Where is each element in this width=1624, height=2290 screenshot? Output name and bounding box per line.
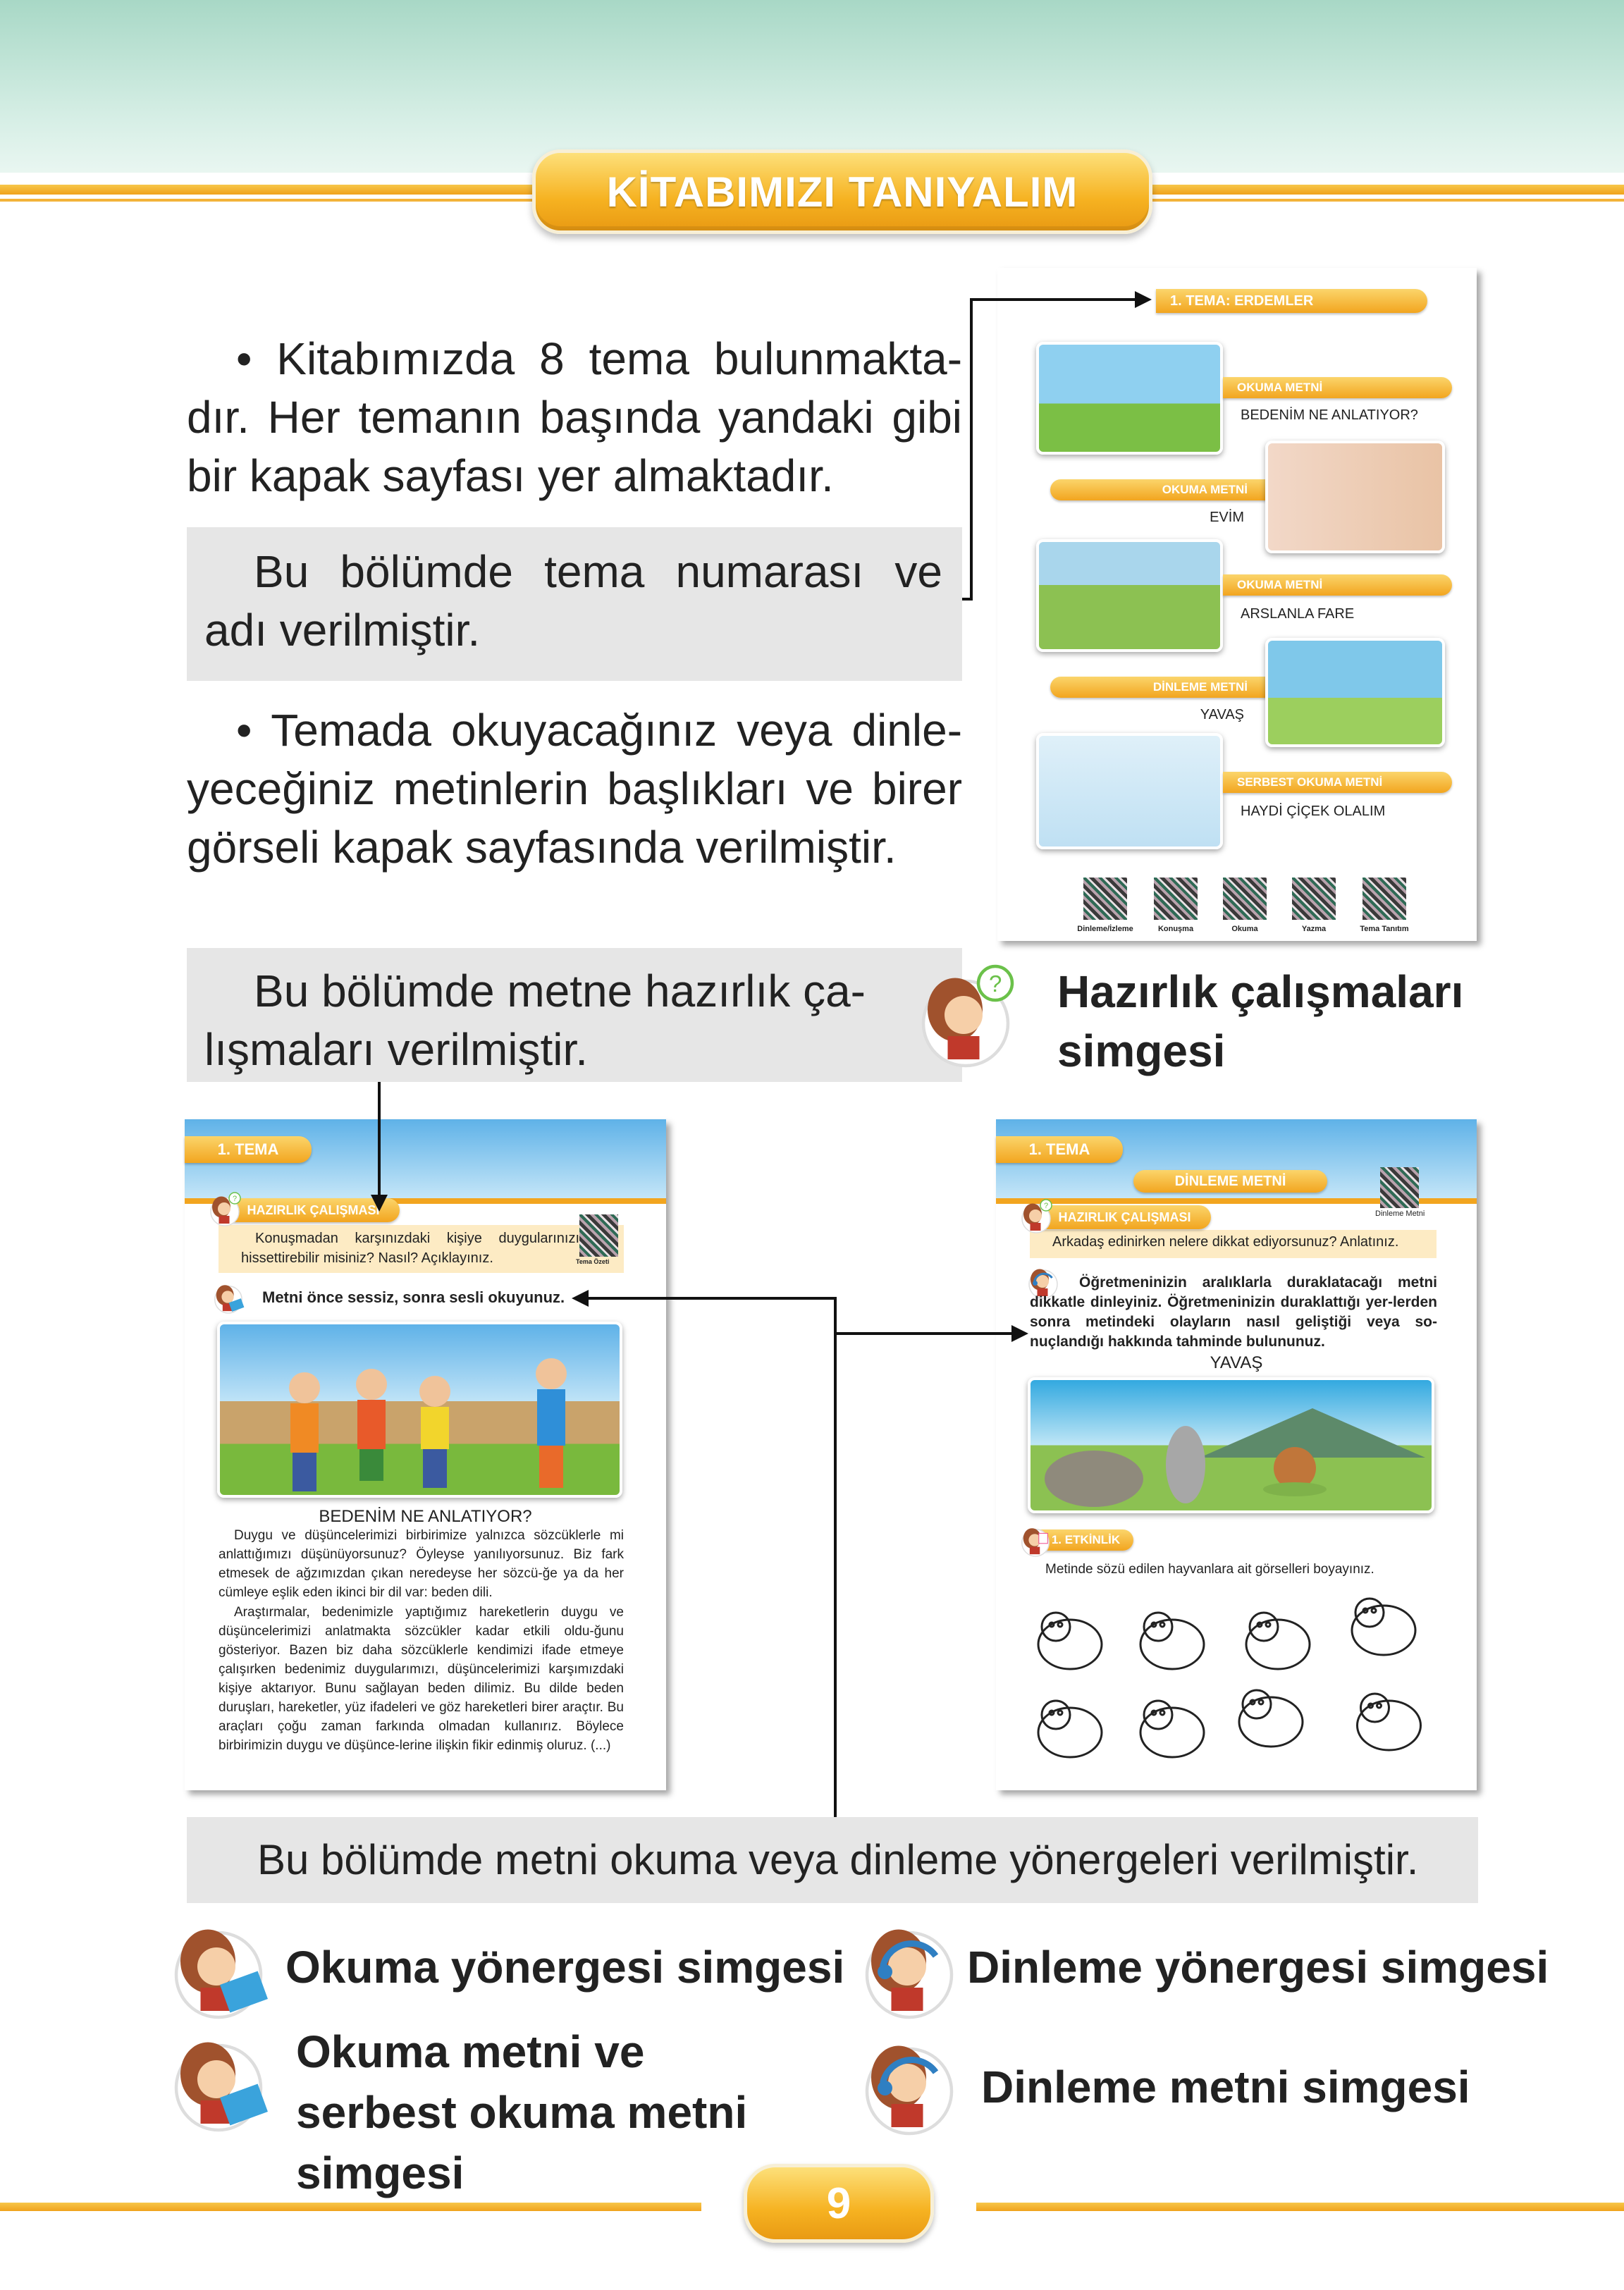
- info-box-instructions: Bu bölümde metni okuma veya dinleme yönergeleri verilmiştir.: [187, 1817, 1478, 1903]
- qr-label: Dinleme/İzleme: [1077, 925, 1133, 933]
- theme-header-banner: 1. TEMA: ERDEMLER: [1156, 289, 1427, 313]
- theme-banner: 1. TEMA: [185, 1136, 312, 1163]
- reading-instruction: Metni önce sessiz, sonra sesli okuyunuz.: [262, 1288, 565, 1306]
- cover-item-2-title: EVİM: [1210, 510, 1244, 525]
- preparation-banner: HAZIRLIK ÇALIŞMASI: [1038, 1205, 1211, 1229]
- listening-instruction-label: Dinleme yönergesi simgesi: [967, 1942, 1549, 1993]
- text-title: YAVAŞ: [1210, 1353, 1263, 1372]
- qr-label: Yazma: [1301, 925, 1327, 933]
- svg-text:?: ?: [1044, 1202, 1049, 1210]
- svg-text:?: ?: [233, 1195, 238, 1203]
- preparation-symbol-label: Hazırlık çalışmaları simgesi: [1057, 966, 1464, 1076]
- qr-label: Tema Tanıtım: [1360, 925, 1409, 933]
- listening-instruction: Öğretmeninizin aralıklarla duraklatacağı metni dikkatle dinleyiniz. Öğretmeninizin duraklattığı yer-lerden sonra metindeki olayların nasıl geliştiği veya so-nuçlandığı hakkında tahminde bulununuz.: [1030, 1274, 1437, 1350]
- cover-item-2-type: OKUMA METNİ: [1050, 479, 1269, 500]
- listening-text-label: Dinleme metni simgesi: [981, 2062, 1470, 2112]
- divider: [0, 2203, 701, 2211]
- cover-item-1-type: OKUMA METNİ: [1223, 377, 1452, 398]
- activity-banner: 1. ETKİNLİK: [1038, 1529, 1133, 1551]
- reading-text-label: Okuma metni ve serbest okuma metni simgesi: [296, 2026, 748, 2198]
- qr-label: Konuşma: [1157, 925, 1194, 933]
- cover-item-3-type: OKUMA METNİ: [1223, 574, 1452, 596]
- activity-text: Metinde sözü edilen hayvanlara ait görselleri boyayınız.: [1045, 1562, 1374, 1577]
- listening-text-icon: [856, 2030, 962, 2136]
- info-box-theme: Bu bölümde tema numarası ve adı verilmiştir.: [187, 527, 962, 681]
- preparation-banner: HAZIRLIK ÇALIŞMASI: [227, 1198, 400, 1222]
- qr-label: Dinleme Metni: [1375, 1209, 1425, 1218]
- reading-instruction-icon: [162, 1914, 275, 2019]
- preparation-text: Konuşmadan karşınızdaki kişiye duygularınızı hissettirebilir misiniz? Nasıl? Açıklayınız.: [241, 1231, 579, 1266]
- divider: [976, 2203, 1624, 2211]
- qr-label: Okuma: [1231, 925, 1258, 933]
- page-title: KİTABIMIZI TANIYALIM: [532, 149, 1152, 234]
- svg-text:?: ?: [989, 971, 1002, 997]
- cover-item-5-title: HAYDİ ÇİÇEK OLALIM: [1241, 804, 1386, 819]
- bullet-text-1: • Kitabımızda 8 tema bulunmakta-dır. Her temanın başında yandaki gibi bir kapak sayfası yer almaktadır.: [187, 333, 962, 501]
- qr-label: Tema Özeti: [576, 1258, 610, 1265]
- reading-text-icon: [162, 2026, 275, 2132]
- preparation-text: Arkadaş edinirken nelere dikkat ediyorsunuz? Anlatınız.: [1052, 1234, 1399, 1250]
- text-paragraph: Araştırmalar, bedenimizle yaptığımız hareketlerin duygu ve düşüncelerimizi anlatmakta sözcükler kadar etkili oldu-ğunu gösteriyor. Bazen biz daha sözcüklerle kendimizi ifade etmeye çalışırken bedenimiz duygularımızı, düşüncelerimizi karşımızdaki kişiye aktarıyor. Bunu sağlayan beden dilimiz. Bu dilde beden duruşları, hareketler, yüz ifadeleri ve göz hareketleri birer araçtır. Bu araçları çoğu zaman farkında olmadan kullanırız. Böylece birbirimizin duygu ve düşünce-lerine ilişkin fikir edinmiş oluruz. (...): [219, 1605, 624, 1753]
- cover-item-1-title: BEDENİM NE ANLATIYOR?: [1241, 407, 1418, 423]
- listening-instruction-icon: [856, 1914, 962, 2019]
- page-number: 9: [744, 2164, 934, 2243]
- cover-item-4-title: YAVAŞ: [1200, 707, 1244, 722]
- section-banner: DİNLEME METNİ: [1133, 1170, 1327, 1193]
- info-box-preparation: Bu bölümde metne hazırlık ça-lışmaları verilmiştir.: [187, 948, 962, 1082]
- text-title: BEDENİM NE ANLATIYOR?: [319, 1507, 532, 1526]
- cover-item-4-type: DİNLEME METNİ: [1050, 677, 1269, 698]
- reading-instruction-label: Okuma yönergesi simgesi: [285, 1942, 845, 1993]
- text-paragraph: Duygu ve düşüncelerimizi birbirimize yalnızca sözcüklerle mi anlattığımızı düşünüyorsunuz? Öyleyse yanılıyorsunuz. Biz fark etmesek de ağzımızdan çıkan neredeyse her sözcü-ğe ya da her cümleye eşlik eden ikinci bir dil var: beden dili.: [219, 1528, 624, 1600]
- cover-item-5-type: SERBEST OKUMA METNİ: [1223, 772, 1452, 793]
- theme-banner: 1. TEMA: [996, 1136, 1123, 1163]
- bullet-text-2: • Temada okuyacağınız veya dinle-yeceğiniz metinlerin başlıkları ve birer görseli kapak sayfasında verilmiştir.: [187, 705, 962, 873]
- cover-item-3-title: ARSLANLA FARE: [1241, 606, 1355, 622]
